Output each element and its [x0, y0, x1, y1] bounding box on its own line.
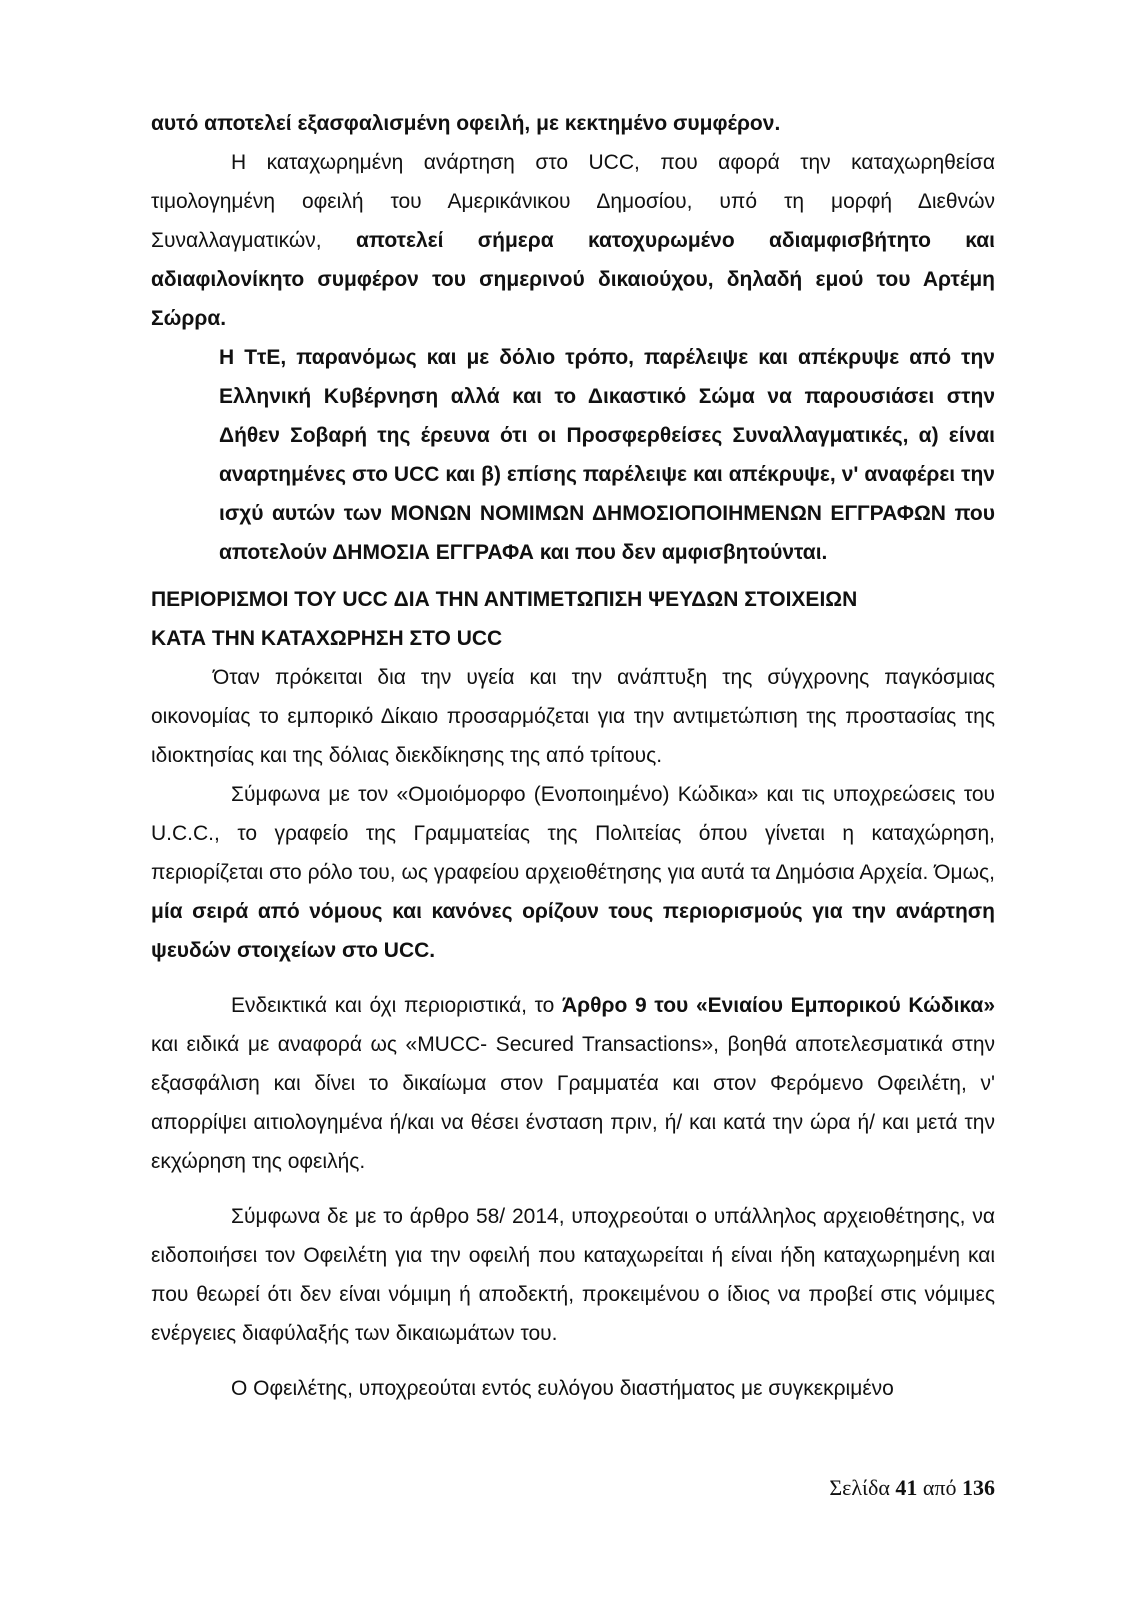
paragraph-text: και ειδικά με αναφορά ως «MUCC- Secured Transactions», βοηθά αποτελεσματικά στην εξασφάλιση και δίνει το δικαίωμα στον Γραμματέα και στον Φερόμενο Οφειλέτη, ν' απορρίψει αιτιολογημένα ή/και να θέσει ένσταση πριν, ή/ και κατά την ώρα ή/ και μετά την εκχώρηση της οφειλής.	[151, 1033, 995, 1173]
footer-page-number: 41	[895, 1475, 918, 1500]
paragraph-article-9	[151, 986, 995, 1181]
paragraph-text: Ενδεικτικά και όχι περιοριστικά, το	[231, 994, 562, 1017]
section-heading	[151, 580, 995, 658]
bold-text: μία σειρά από νόμους και κανόνες ορίζουν τους περιορισμούς για την ανάρτηση ψευδών στοιχείων στο UCC.	[151, 900, 995, 962]
page-body	[151, 104, 995, 1408]
paragraph-text: Όταν πρόκειται δια την υγεία και την ανάπτυξη της σύγχρονης παγκόσμιας οικονομίας το εμπορικό Δίκαιο προσαρμόζεται για την αντιμετώπιση της προστασίας της ιδιοκτησίας και της δόλιας διεκδίκησης της από τρίτους.	[151, 666, 995, 767]
page-footer	[829, 1475, 995, 1501]
bold-text: Άρθρο 9 του «Ενιαίου Εμπορικού Κώδικα»	[562, 994, 995, 1017]
paragraph-text: Η καταχωρημένη ανάρτηση στο UCC, που αφορά την καταχωρηθείσα τιμολογημένη οφειλή του Αμερικάνικου Δημοσίου, υπό τη μορφή Διεθνών Συναλλαγματικών,	[151, 151, 995, 252]
paragraph-uniform-code	[151, 775, 995, 970]
heading-line-2: ΚΑΤΑ ΤΗΝ ΚΑΤΑΧΩΡΗΣΗ ΣΤΟ UCC	[151, 627, 503, 650]
bold-indented-block: Η ΤτΕ, παρανόμως και με δόλιο τρόπο, παρέλειψε και απέκρυψε από την Ελληνική Κυβέρνηση αλλά και το Δικαστικό Σώμα να παρουσιάσει στην Δήθεν Σοβαρή της έρευνα ότι οι Προσφερθείσες Συναλλαγματικές, α) είναι αναρτημένες στο UCC και β) επίσης παρέλειψε και απέκρυψε, ν' αναφέρει την ισχύ αυτών των ΜΟΝΩΝ ΝΟΜΙΜΩΝ ΔΗΜΟΣΙΟΠΟΙΗΜΕΝΩΝ ΕΓΓΡΑΦΩΝ που αποτελούν ΔΗΜΟΣΙΑ ΕΓΓΡΑΦΑ και που δεν αμφισβητούνται.	[219, 346, 995, 564]
paragraph-debtor	[151, 1369, 995, 1408]
footer-total-pages: 136	[962, 1475, 995, 1500]
bold-text: αυτό αποτελεί εξασφαλισμένη οφειλή, με κεκτημένο συμφέρον.	[151, 112, 781, 135]
paragraph-commercial-law	[151, 658, 995, 775]
footer-of: από	[922, 1475, 957, 1500]
paragraph-continuation	[151, 104, 995, 143]
heading-line-1: ΠΕΡΙΟΡΙΣΜΟΙ ΤΟΥ UCC ΔΙΑ ΤΗΝ ΑΝΤΙΜΕΤΩΠΙΣΗ ΨΕΥΔΩΝ ΣΤΟΙΧΕΙΩΝ	[151, 588, 858, 611]
paragraph-ucc-posting	[151, 143, 995, 338]
bold-text: αποτελεί σήμερα κατοχυρωμένο αδιαμφισβήτητο και αδιαφιλονίκητο συμφέρον του σημερινού δικαιούχου, δηλαδή εμού του Αρτέμη Σώρρα.	[151, 229, 995, 330]
footer-label: Σελίδα	[829, 1475, 890, 1500]
paragraph-text: Ο Οφειλέτης, υποχρεούται εντός ευλόγου διαστήματος με συγκεκριμένο	[231, 1377, 894, 1400]
paragraph-article-58	[151, 1197, 995, 1353]
paragraph-text: Σύμφωνα με τον «Ομοιόμορφο (Ενοποιημένο) Κώδικα» και τις υποχρεώσεις του U.C.C., το γραφείο της Γραμματείας της Πολιτείας όπου γίνεται η καταχώρηση, περιορίζεται στο ρόλο του, ως γραφείου αρχειοθέτησης για αυτά τα Δημόσια Αρχεία. Όμως,	[151, 783, 995, 884]
paragraph-text: Σύμφωνα δε με το άρθρο 58/ 2014, υποχρεούται ο υπάλληλος αρχειοθέτησης, να ειδοποιήσει τον Οφειλέτη για την οφειλή που καταχωρείται ή είναι ήδη καταχωρημένη και που θεωρεί ότι δεν είναι νόμιμη ή αποδεκτή, προκειμένου ο ίδιος να προβεί στις νόμιμες ενέργειες διαφύλαξής των δικαιωμάτων του.	[151, 1205, 995, 1345]
